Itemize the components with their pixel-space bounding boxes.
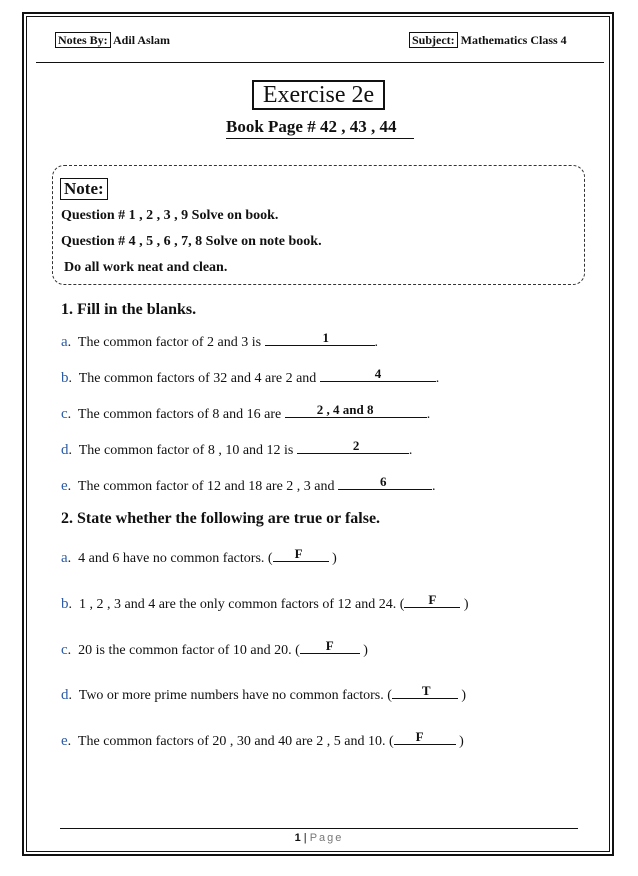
answer: 2 , 4 and 8 xyxy=(316,402,374,417)
fill-blank-question: b. The common factors of 32 and 4 are 2 and 4 . xyxy=(61,366,440,386)
fill-blank-question: a. The common factor of 2 and 3 is 1 . xyxy=(61,330,379,350)
footer-separator: | xyxy=(303,832,307,844)
true-false-question: b. 1 , 2 , 3 and 4 are the only common factors of 12 and 24. ( F ) xyxy=(61,592,469,612)
page-border-inner xyxy=(26,16,610,852)
footer-divider xyxy=(60,828,578,829)
true-false-question: c. 20 is the common factor of 10 and 20. ( F ) xyxy=(61,638,368,658)
answer: 4 xyxy=(374,366,382,381)
answer-blank xyxy=(300,638,360,654)
subject xyxy=(409,33,567,48)
answer: F xyxy=(294,546,303,561)
header-divider xyxy=(36,62,604,63)
subject-label: Subject: xyxy=(409,32,458,48)
fill-blank-question: c. The common factors of 8 and 16 are 2 , 4 and 8 . xyxy=(61,402,431,422)
section-true-false-title: 2. State whether the following are true or false. xyxy=(61,510,381,527)
fill-blank-question: e. The common factor of 12 and 18 are 2 , 3 and 6 . xyxy=(61,474,436,494)
answer-blank xyxy=(394,729,456,745)
subject-value: Mathematics Class 4 xyxy=(460,33,567,47)
notes-by-value: Adil Aslam xyxy=(113,33,171,47)
note-line: Question # 1 , 2 , 3 , 9 Solve on book. xyxy=(61,208,279,223)
fill-blank-question: d. The common factor of 8 , 10 and 12 is 2 . xyxy=(61,438,413,458)
page-label: Page xyxy=(309,832,344,844)
book-page-reference: Book Page # 42 , 43 , 44 xyxy=(226,117,414,139)
section-fill-blanks-title: 1. Fill in the blanks. xyxy=(61,301,197,318)
note-line: Do all work neat and clean. xyxy=(64,260,228,275)
answer-blank xyxy=(265,330,375,346)
page-number: 1 xyxy=(294,832,301,844)
notes-by-label: Notes By: xyxy=(55,32,111,48)
exercise-title: Exercise 2e xyxy=(252,80,385,110)
answer-blank xyxy=(392,683,458,699)
answer-blank xyxy=(338,474,432,490)
true-false-question: a. 4 and 6 have no common factors. ( F ) xyxy=(61,546,337,566)
answer: F xyxy=(325,638,334,653)
page-footer xyxy=(0,832,638,844)
note-label: Note: xyxy=(60,178,108,200)
answer: 6 xyxy=(380,474,387,489)
answer: T xyxy=(421,683,431,698)
answer: F xyxy=(428,592,437,607)
answer-blank xyxy=(285,402,427,418)
answer-blank xyxy=(404,592,460,608)
true-false-question: e. The common factors of 20 , 30 and 40 are 2 , 5 and 10. ( F ) xyxy=(61,729,464,749)
answer-blank xyxy=(273,546,329,562)
notes-by xyxy=(55,33,170,48)
answer: 1 xyxy=(322,330,330,345)
true-false-question: d. Two or more prime numbers have no common factors. ( T ) xyxy=(61,683,467,703)
answer-blank xyxy=(297,438,409,454)
answer: F xyxy=(415,729,424,744)
note-line: Question # 4 , 5 , 6 , 7, 8 Solve on note book. xyxy=(61,234,322,249)
answer: 2 xyxy=(352,438,360,453)
answer-blank xyxy=(320,366,436,382)
